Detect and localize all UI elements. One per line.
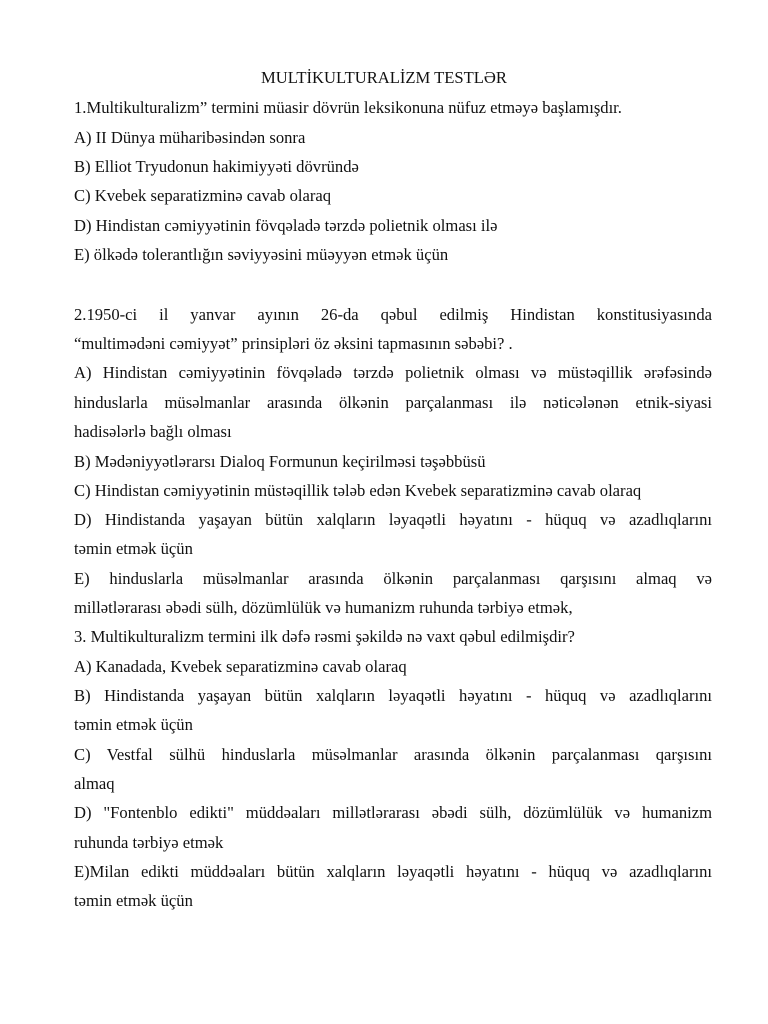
question-1-option-d: D) Hindistan cəmiyyətinin fövqəladə tərzdə polietnik olması ilə	[74, 216, 498, 235]
question-2-option-e-line-1: E) hinduslarla müsəlmanlar arasında ölkənin parçalanması qarşısını almaq və	[74, 569, 712, 588]
question-3-option-d-line-2: ruhunda tərbiyə etmək	[74, 833, 224, 852]
question-3-option-c-line-1: C) Vestfal sülhü hinduslarla müsəlmanlar arasında ölkənin parçalanması qarşısını	[74, 745, 712, 764]
question-2-option-b: B) Mədəniyyətlərarsı Dialoq Formunun keçirilməsi təşəbbüsü	[74, 452, 486, 471]
question-2-option-d-line-2: təmin etmək üçün	[74, 539, 193, 558]
question-2-option-a-line-1: A) Hindistan cəmiyyətinin fövqəladə tərzdə polietnik olması və müstəqillik ərəfəsində	[74, 363, 712, 382]
question-3-option-e-line-1: E)Milan edikti müddəaları bütün xalqların ləyaqətli həyatını - hüquq və azadlıqlarını	[74, 862, 712, 881]
question-2-option-a-line-3: hadisələrlə bağlı olması	[74, 422, 232, 441]
question-2-text-line-2: “multimədəni cəmiyyət” prinsipləri öz əksini tapmasının səbəbi? .	[74, 334, 513, 353]
question-3-option-b-line-1: B) Hindistanda yaşayan bütün xalqların ləyaqətli həyatını - hüquq və azadlıqlarını	[74, 686, 712, 705]
question-1-option-a: A) II Dünya müharibəsindən sonra	[74, 128, 306, 147]
question-3-option-e-line-2: təmin etmək üçün	[74, 891, 193, 910]
question-2-option-c: C) Hindistan cəmiyyətinin müstəqillik tələb edən Kvebek separatizminə cavab olaraq	[74, 481, 642, 500]
question-2-option-a-line-2: hinduslarla müsəlmanlar arasında ölkənin parçalanması ilə nəticələnən etnik-siyasi	[74, 393, 712, 412]
question-3-option-c-line-2: almaq	[74, 774, 115, 793]
question-3-option-b-line-2: təmin etmək üçün	[74, 715, 193, 734]
question-1-option-e: E) ölkədə tolerantlığın səviyyəsini müəyyən etmək üçün	[74, 245, 449, 264]
question-3-option-a: A) Kanadada, Kvebek separatizminə cavab olaraq	[74, 657, 407, 676]
question-2-text-line-1: 2.1950-ci il yanvar ayının 26-da qəbul edilmiş Hindistan konstitusiyasında	[74, 305, 712, 324]
question-1-option-b: B) Elliot Tryudonun hakimiyyəti dövründə	[74, 157, 359, 176]
page-title: MULTİKULTURALİZM TESTLƏR	[261, 68, 507, 87]
question-2-option-d-line-1: D) Hindistanda yaşayan bütün xalqların ləyaqətli həyatını - hüquq və azadlıqlarını	[74, 510, 712, 529]
question-1-text: 1.Multikulturalizm” termini müasir dövrün leksikonuna nüfuz etməyə başlamışdır.	[74, 98, 622, 117]
question-1-option-c: C) Kvebek separatizminə cavab olaraq	[74, 186, 332, 205]
question-3-option-d-line-1: D) "Fontenblo edikti" müddəaları millətlərarası əbədi sülh, dözümlülük və humanizm	[74, 803, 712, 822]
question-3-text: 3. Multikulturalizm termini ilk dəfə rəsmi şəkildə nə vaxt qəbul edilmişdir?	[74, 627, 575, 646]
question-2-option-e-line-2: millətlərarası əbədi sülh, dözümlülük və humanizm ruhunda tərbiyə etmək,	[74, 598, 573, 617]
